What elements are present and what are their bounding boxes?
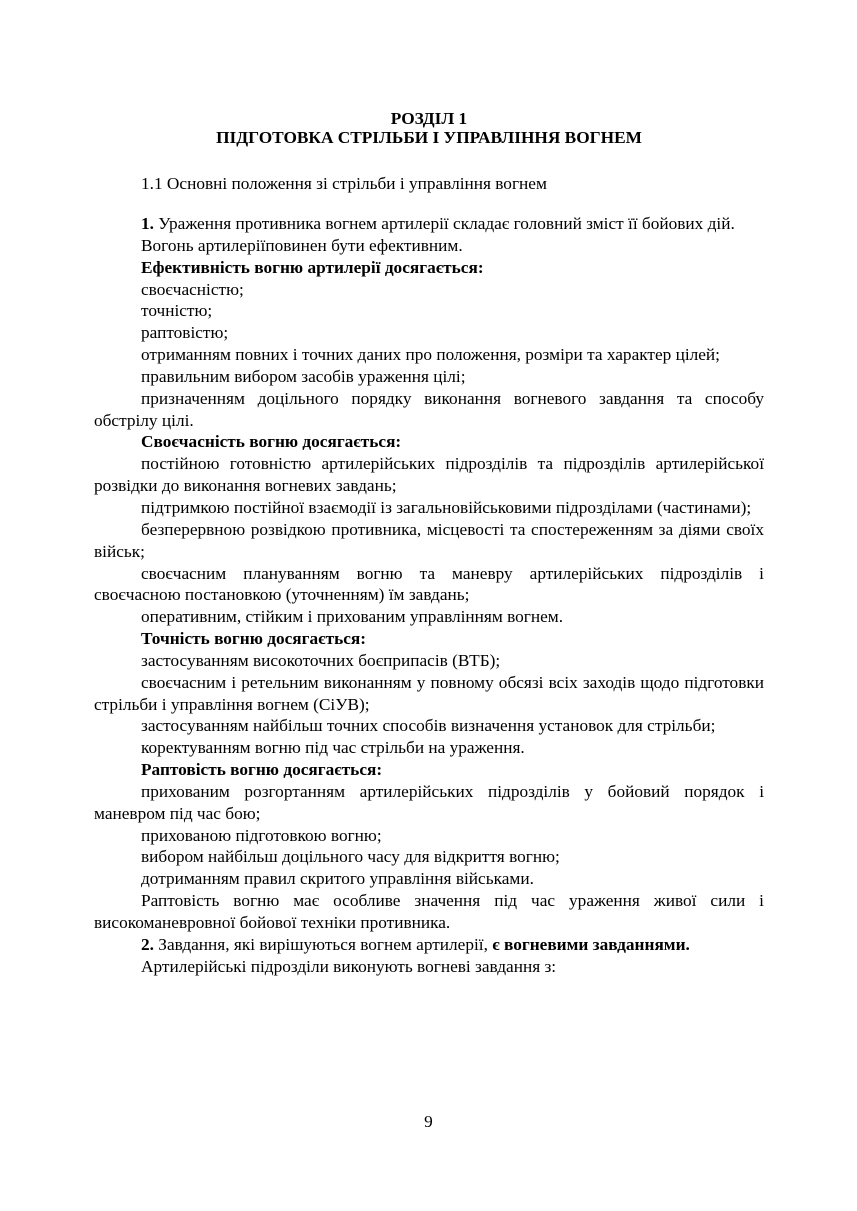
- paragraph: 1. Ураження противника вогнем артилерії складає головний зміст її бойових дій.: [141, 214, 735, 233]
- paragraph: Вогонь артилеріїповинен бути ефективним.: [141, 235, 463, 255]
- list-item: коректуванням вогню під час стрільби на ураження.: [141, 738, 525, 758]
- list-item: точністю;: [141, 301, 213, 321]
- paragraph-bold-heading: Своєчасність вогню досягається:: [141, 432, 402, 452]
- section-title-heading: ПІДГОТОВКА СТРІЛЬБИ І УПРАВЛІННЯ ВОГНЕМ: [216, 128, 642, 147]
- paragraph: 2. Завдання, які вирішуються вогнем артилерії, є вогневими завданнями.: [141, 934, 690, 954]
- body-text: [94, 213, 764, 978]
- section-number-heading: РОЗДІЛ 1: [390, 109, 468, 128]
- list-item: застосуванням високоточних боєприпасів (ВТБ);: [141, 650, 501, 670]
- subsection-title: 1.1 Основні положення зі стрільби і управління вогнем: [141, 174, 547, 193]
- list-item: своєчасним і ретельним виконанням у повному обсязі всіх заходів щодо підготовки стрільби і управління вогнем (СіУВ);: [94, 672, 764, 714]
- list-item: оперативним, стійким і прихованим управлінням вогнем.: [141, 607, 564, 627]
- list-item: своєчасним плануванням вогню та маневру артилерійських підрозділів і своєчасною постановкою (уточненням) їм завдань;: [94, 563, 764, 605]
- paragraph-bold-heading: Раптовість вогню досягається:: [141, 760, 383, 780]
- list-item: вибором найбільш доцільного часу для відкриття вогню;: [141, 847, 560, 867]
- paragraph: Артилерійські підрозділи виконують вогневі завдання з:: [141, 956, 557, 976]
- paragraph: Раптовість вогню має особливе значення під час ураження живої сили і високоманевровної бойової техніки противника.: [94, 891, 764, 932]
- list-item: раптовістю;: [141, 323, 229, 343]
- list-item: підтримкою постійної взаємодії із загальновійськовими підрозділами (частинами);: [141, 497, 752, 517]
- list-item: прихованим розгортанням артилерійських підрозділів у бойовий порядок і маневром під час бою;: [94, 781, 764, 823]
- paragraph-bold-heading: Точність вогню досягається:: [141, 629, 367, 649]
- list-item: постійною готовністю артилерійських підрозділів та підрозділів артилерійської розвідки до виконання вогневих завдань;: [94, 454, 764, 496]
- list-item: отриманням повних і точних даних про положення, розміри та характер цілей;: [141, 345, 720, 365]
- list-item: застосуванням найбільш точних способів визначення установок для стрільби;: [141, 716, 716, 736]
- page-number: 9: [424, 1112, 433, 1131]
- list-item: безперервною розвідкою противника, місцевості та спостереженням за діями своїх військ;: [94, 519, 764, 561]
- list-item: призначенням доцільного порядку виконання вогневого завдання та способу обстрілу цілі.: [94, 388, 764, 430]
- paragraph-bold-heading: Ефективність вогню артилерії досягається:: [141, 257, 484, 277]
- list-item: своєчасністю;: [141, 279, 244, 299]
- list-item: прихованою підготовкою вогню;: [141, 825, 382, 845]
- list-item: правильним вибором засобів ураження цілі;: [141, 366, 466, 386]
- list-item: дотриманням правил скритого управління військами.: [141, 869, 534, 889]
